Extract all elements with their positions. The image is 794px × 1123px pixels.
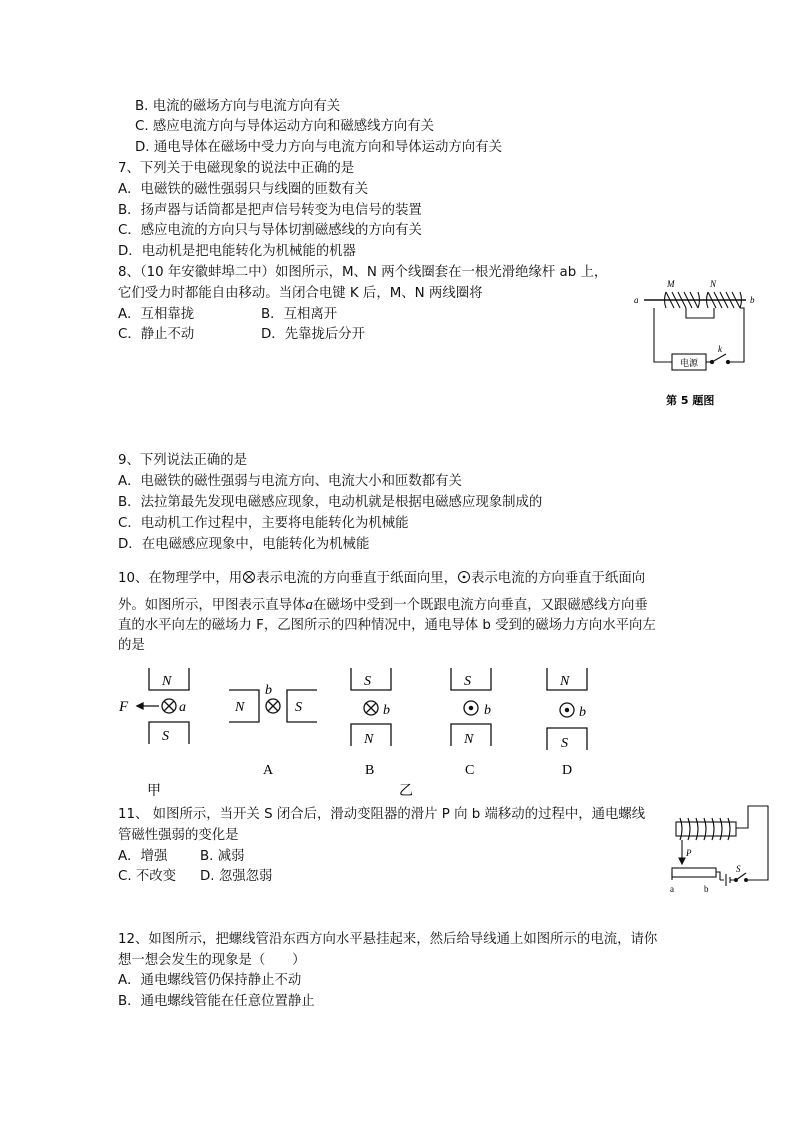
q8-option-c: C．静止不动	[118, 327, 195, 342]
q10-line3: 直的水平向左的磁场力 F，乙图所示的四种情况中，通电导体 b 受到的磁场力方向水平向左	[118, 618, 656, 633]
q9-option-d: D．在电磁感应现象中，电能转化为机械能	[118, 537, 370, 552]
q7-option-d: D．电动机是把电能转化为机械能的机器	[118, 244, 356, 259]
q8-label-m: M	[667, 279, 675, 289]
q8-label-n: N	[710, 279, 717, 289]
option-d-pole-bottom: S	[561, 736, 568, 751]
option-b-conductor-label: b	[383, 703, 390, 718]
q10-line2-conductor-a: a	[305, 597, 313, 613]
q10-line1-part1: 10、在物理学中，用	[118, 571, 243, 586]
option-d-conductor-label: b	[579, 705, 586, 720]
option-c-label: C	[465, 763, 475, 778]
q9-option-c: C．电动机工作过程中，主要将电能转化为机械能	[118, 516, 409, 531]
jia-pole-bottom: S	[162, 729, 169, 744]
q10-line1-part2: 表示电流的方向垂直于纸面向里，	[256, 571, 458, 586]
q8-option-b: B．互相离开	[261, 307, 338, 322]
q8-label-a: a	[634, 295, 639, 305]
option-a-conductor-label: b	[265, 683, 272, 698]
option-a-label: A	[263, 763, 274, 778]
option-b-pole-bottom: N	[364, 732, 374, 747]
q8-power-label: 电源	[679, 359, 699, 369]
q6-option-d: D. 通电导体在磁场中受力方向与电流方向和导体运动方向有关	[135, 140, 502, 155]
q11-option-d: D. 忽强忽弱	[200, 869, 273, 884]
q7-option-a: A．电磁铁的磁性强弱只与线圈的匝数有关	[118, 182, 369, 197]
option-b-label: B	[365, 763, 375, 778]
yi-label: 乙	[399, 783, 413, 799]
current-into-page-icon	[242, 570, 256, 584]
q8-label-b: b	[750, 295, 755, 305]
q11-stem-line2: 管磁性强弱的变化是	[118, 828, 239, 843]
jia-conductor-label: a	[179, 700, 186, 715]
q9-option-a: A．电磁铁的磁性强弱与电流方向、电流大小和匝数都有关	[118, 474, 462, 489]
option-b-pole-top: S	[364, 674, 371, 689]
q7-option-b: B．扬声器与话筒都是把声信号转变为电信号的装置	[118, 203, 422, 218]
q11-option-c: C. 不改变	[118, 869, 177, 884]
q11-option-b: B. 减弱	[200, 849, 245, 864]
q7-option-c: C．感应电流的方向只与导体切割磁感线的方向有关	[118, 223, 422, 238]
option-c-pole-top: S	[464, 674, 471, 689]
q10-line2	[118, 596, 648, 615]
option-c-pole-bottom: N	[464, 732, 474, 747]
q10-line4: 的是	[118, 638, 145, 653]
q6-option-c: C. 感应电流方向与导体运动方向和磁感线方向有关	[135, 119, 435, 134]
q8-option-a: A．互相靠拢	[118, 307, 195, 322]
q12-option-b: B．通电螺线管能在任意位置静止	[118, 994, 315, 1009]
q12-option-a: A．通电螺线管仍保持静止不动	[118, 973, 302, 988]
jia-pole-top: N	[162, 674, 172, 689]
q11-solenoid-figure	[664, 800, 774, 895]
q10-line2-part2: 在磁场中受到一个既跟电流方向垂直，又跟磁感线方向垂	[312, 598, 648, 613]
option-d-label: D	[562, 763, 573, 778]
option-d-pole-top: N	[560, 674, 570, 689]
q12-stem-line1: 12、如图所示，把螺线管沿东西方向水平悬挂起来，然后给导线通上如图所示的电流，请你	[118, 932, 658, 947]
q9-option-b: B．法拉第最先发现电磁感应现象，电动机就是根据电磁感应现象制成的	[118, 495, 543, 510]
option-c-conductor-label: b	[484, 703, 491, 718]
q6-option-b: B. 电流的磁场方向与电流方向有关	[135, 99, 341, 114]
option-a-pole-right: S	[295, 700, 302, 715]
q10-line1-part3: 表示电流的方向垂直于纸面向	[471, 571, 646, 586]
q8-stem-line1: 8、（10 年安徽蚌埠二中）如图所示，M、N 两个线圈套在一根光滑绝缘杆 ab 上，	[118, 265, 608, 280]
q10-magnet-figure	[115, 664, 615, 799]
q10-line1	[118, 570, 645, 588]
jia-force-label: F	[119, 699, 129, 715]
q8-label-k: k	[718, 344, 722, 354]
q11-stem-line1: 11、 如图所示，当开关 S 闭合后，滑动变阻器的滑片 P 向 b 端移动的过程中，通电螺线	[118, 807, 646, 822]
q8-stem-line2: 它们受力时都能自由移动。当闭合电键 K 后，M、N 两线圈将	[118, 286, 483, 301]
option-a-pole-left: N	[235, 700, 245, 715]
jia-label: 甲	[147, 783, 161, 799]
q11-label-s: S	[736, 864, 741, 874]
q10-line2-part1: 外。如图所示，甲图表示直导体	[118, 598, 306, 613]
q8-option-d: D．先靠拢后分开	[261, 327, 366, 342]
q11-label-b: b	[704, 884, 709, 894]
q7-stem: 7、下列关于电磁现象的说法中正确的是	[118, 161, 355, 176]
q11-option-a: A．增强	[118, 849, 168, 864]
q12-stem-line2: 想一想会发生的现象是（ ）	[118, 953, 306, 968]
q9-stem: 9、下列说法正确的是	[118, 453, 248, 468]
q11-label-a: a	[670, 884, 674, 894]
q11-label-p: P	[686, 848, 692, 858]
q8-coil-figure	[630, 270, 760, 415]
q8-figure-caption: 第 5 题图	[666, 394, 715, 407]
current-out-of-page-icon	[457, 570, 471, 584]
